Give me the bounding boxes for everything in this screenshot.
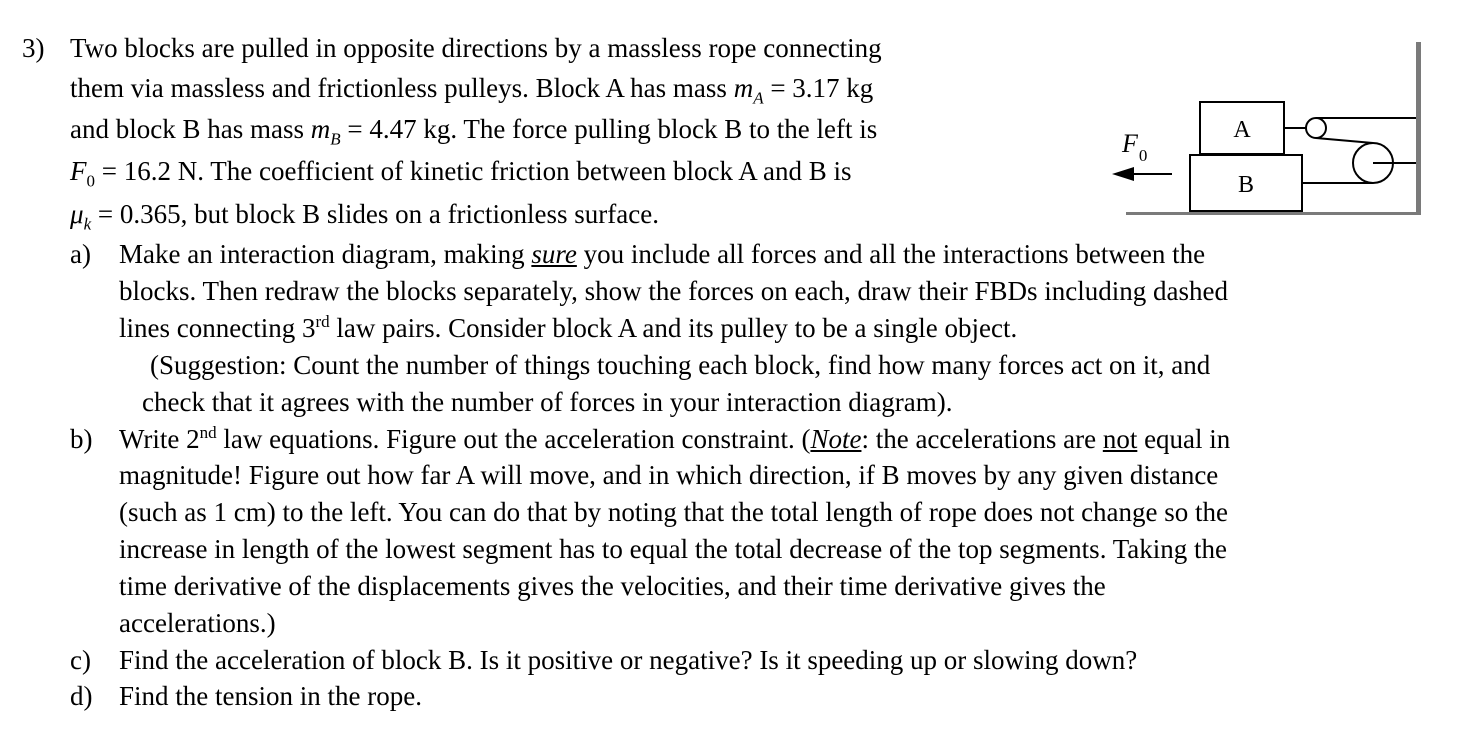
rope-middle-segment bbox=[1316, 138, 1373, 143]
part-a-line-5: check that it agrees with the number of forces in your interaction diagram). bbox=[142, 387, 953, 417]
part-a-line-1: Make an interaction diagram, making sure you include all forces and all the interactions between the bbox=[119, 239, 1206, 269]
part-b-line-3: (such as 1 cm) to the left. You can do that by noting that the total length of rope does not change so the bbox=[119, 497, 1229, 527]
intro-line-4: $F_0 = 16.2$ N. The coefficient of kinetic friction between block A and B is bbox=[70, 156, 852, 191]
intro-line-5: $\mu_k = 0.365$, but block B slides on a frictionless surface. bbox=[70, 199, 659, 234]
block-b-label: B bbox=[1237, 172, 1255, 198]
part-b-label: b) bbox=[70, 424, 93, 454]
pulley-diagram bbox=[1110, 36, 1440, 221]
block-a-label: A bbox=[1233, 117, 1251, 143]
part-a-line-3: lines connecting 3rd law pairs. Consider block A and its pulley to be a single object. bbox=[119, 312, 1018, 343]
part-b-line-1: Write 2nd law equations. Figure out the acceleration constraint. (Note: the accelerations are not equal in bbox=[119, 423, 1231, 454]
part-b-line-6: accelerations.) bbox=[119, 608, 276, 638]
intro-line-2: them via massless and frictionless pulleys. Block A has mass $m_A = 3.17$ kg bbox=[70, 73, 874, 108]
intro-line-3: and block B has mass $m_B = 4.47$ kg. The force pulling block B to the left is bbox=[70, 114, 878, 149]
intro-line-1: Two blocks are pulled in opposite directions by a massless rope connecting bbox=[70, 33, 882, 63]
part-c-label: c) bbox=[70, 645, 91, 675]
force-label: $F_0$ bbox=[1122, 129, 1148, 165]
part-c-text: Find the acceleration of block B. Is it positive or negative? Is it speeding up or slowing down? bbox=[119, 645, 1138, 675]
part-d-text: Find the tension in the rope. bbox=[119, 681, 422, 711]
part-b-line-2: magnitude! Figure out how far A will move, and in which direction, if B moves by any given distance bbox=[119, 460, 1219, 490]
part-a-line-4: (Suggestion: Count the number of things touching each block, find how many forces act on it, and bbox=[150, 350, 1211, 380]
problem-number: 3) bbox=[22, 33, 45, 63]
part-b-line-5: time derivative of the displacements gives the velocities, and their time derivative gives the bbox=[119, 571, 1106, 601]
pulley-a bbox=[1306, 118, 1326, 138]
part-a-line-2: blocks. Then redraw the blocks separately, show the forces on each, draw their FBDs including dashed bbox=[119, 276, 1228, 306]
part-a-label: a) bbox=[70, 239, 91, 269]
floor bbox=[1126, 212, 1421, 215]
part-b-line-4: increase in length of the lowest segment has to equal the total decrease of the top segments. Taking the bbox=[119, 534, 1228, 564]
part-d-label: d) bbox=[70, 681, 93, 711]
force-arrow-head bbox=[1112, 167, 1134, 181]
wall bbox=[1416, 42, 1421, 214]
